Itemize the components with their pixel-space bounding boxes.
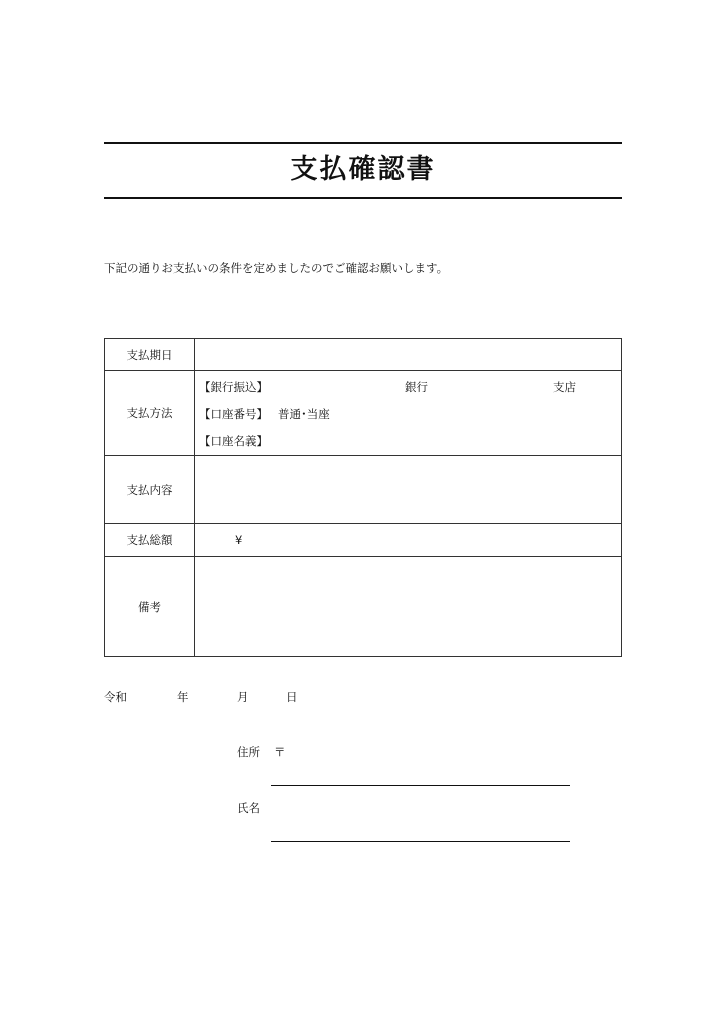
postal-mark: 〒 [274, 745, 286, 759]
total-value[interactable] [195, 524, 622, 557]
row-method [105, 371, 622, 456]
date-month: 月 [237, 690, 249, 704]
content-value[interactable] [195, 456, 622, 524]
address-line[interactable] [271, 785, 570, 786]
row-total [105, 524, 622, 557]
document-title: 支払確認書 [290, 154, 436, 185]
content-label: 支払内容 [105, 456, 195, 524]
date-year: 年 [177, 690, 189, 704]
address-label: 住所 [237, 745, 260, 759]
title-top-rule [104, 142, 622, 144]
branch-suffix: 支店 [553, 380, 576, 394]
date-era: 令和 [104, 690, 127, 704]
name-label: 氏名 [237, 801, 260, 815]
currency-symbol: ¥ [235, 533, 243, 547]
notes-value[interactable] [195, 557, 622, 657]
account-number-label: 【口座番号】 [199, 407, 268, 421]
row-notes [105, 557, 622, 657]
row-content [105, 456, 622, 524]
intro-text: 下記の通りお支払いの条件を定めましたのでご確認お願いします。 [104, 261, 449, 275]
title-bottom-rule [104, 197, 622, 199]
payment-table [104, 338, 622, 657]
total-label: 支払総額 [105, 524, 195, 557]
account-type: 普通･当座 [278, 407, 330, 421]
bank-suffix: 銀行 [405, 380, 428, 394]
row-due-date [105, 339, 622, 371]
method-value[interactable] [195, 371, 622, 456]
method-label: 支払方法 [105, 371, 195, 456]
due-date-value[interactable] [195, 339, 622, 371]
bank-transfer-label: 【銀行振込】 [199, 380, 268, 394]
notes-label: 備考 [105, 557, 195, 657]
account-name-label: 【口座名義】 [199, 434, 268, 448]
date-day: 日 [286, 690, 298, 704]
due-date-label: 支払期日 [105, 339, 195, 371]
name-line[interactable] [271, 841, 570, 842]
